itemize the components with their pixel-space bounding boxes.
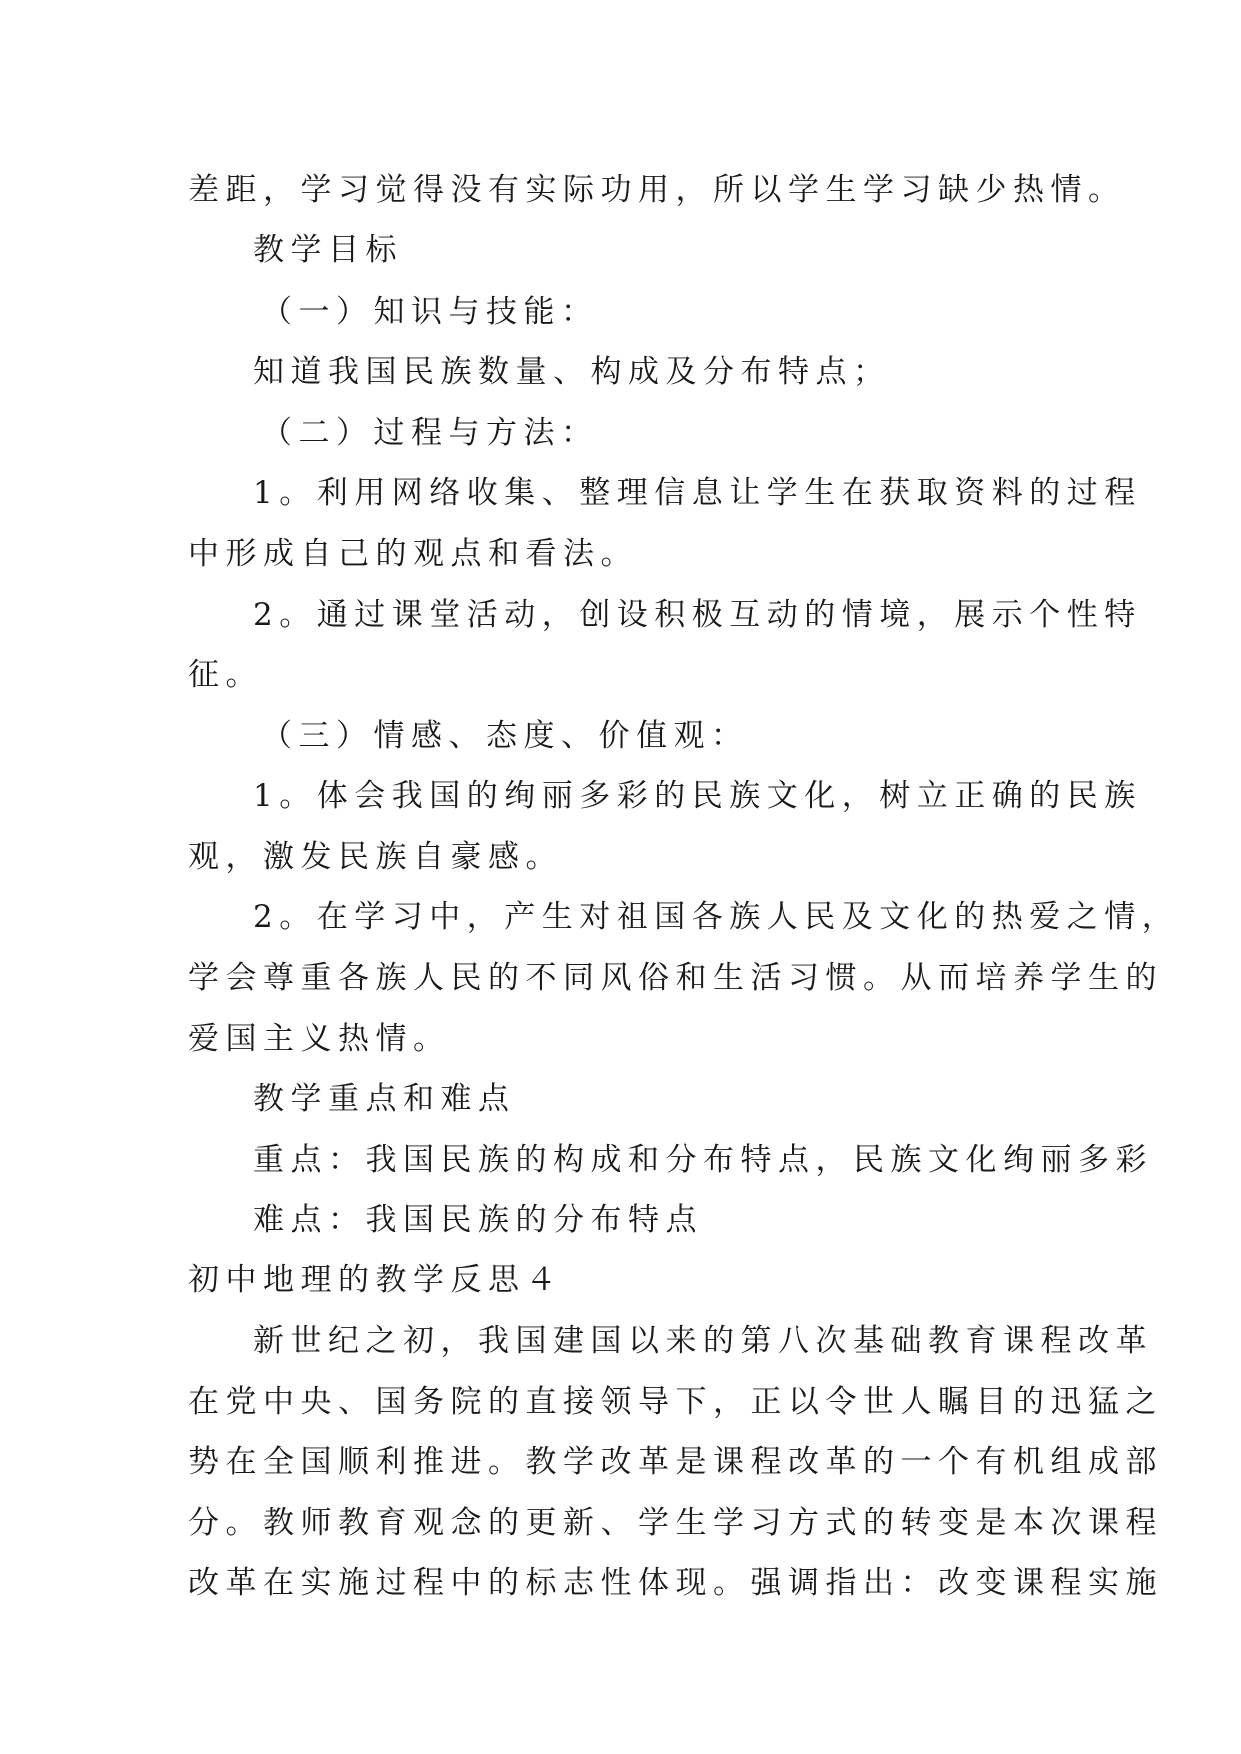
paragraph-line: 1。利用网络收集、整理信息让学生在获取资料的过程 (253, 475, 1142, 511)
subheading-emotion-attitude-values: （三）情感、态度、价值观： (261, 718, 749, 754)
paragraph-line: 观，激发民族自豪感。 (188, 839, 563, 875)
subheading-process-method: （二）过程与方法： (261, 415, 599, 451)
paragraph-line: 2。在学习中，产生对祖国各族人民及文化的热爱之情， (253, 899, 1180, 935)
subheading-knowledge-skills: （一）知识与技能： (261, 294, 599, 330)
paragraph-line: 在党中央、国务院的直接领导下，正以令世人瞩目的迅猛之 (188, 1384, 1163, 1420)
paragraph-line: 2。通过课堂活动，创设积极互动的情境，展示个性特 (253, 597, 1142, 633)
paragraph-line: 知道我国民族数量、构成及分布特点； (253, 354, 891, 390)
paragraph-line: 征。 (188, 657, 263, 693)
paragraph-line: 重点：我国民族的构成和分布特点，民族文化绚丽多彩 (253, 1142, 1153, 1178)
section-heading-teaching-goals: 教学目标 (253, 232, 403, 268)
paragraph-line: 爱国主义热情。 (188, 1021, 451, 1057)
paragraph-line: 差距，学习觉得没有实际功用，所以学生学习缺少热情。 (188, 172, 1126, 208)
paragraph-line: 分。教师教育观念的更新、学生学习方式的转变是本次课程 (188, 1505, 1163, 1541)
paragraph-line: 难点：我国民族的分布特点 (253, 1202, 703, 1238)
paragraph-line: 新世纪之初，我国建国以来的第八次基础教育课程改革 (253, 1323, 1153, 1359)
paragraph-line: 改革在实施过程中的标志性体现。强调指出：改变课程实施 (188, 1565, 1163, 1601)
paragraph-line: 中形成自己的观点和看法。 (188, 536, 638, 572)
paragraph-line: 学会尊重各族人民的不同风俗和生活习惯。从而培养学生的 (188, 960, 1163, 996)
paragraph-line: 势在全国顺利推进。教学改革是课程改革的一个有机组成部 (188, 1444, 1163, 1480)
paragraph-line: 1。体会我国的绚丽多彩的民族文化，树立正确的民族 (253, 778, 1142, 814)
article-title: 初中地理的教学反思４ (188, 1262, 563, 1298)
section-heading-key-points: 教学重点和难点 (253, 1081, 516, 1117)
